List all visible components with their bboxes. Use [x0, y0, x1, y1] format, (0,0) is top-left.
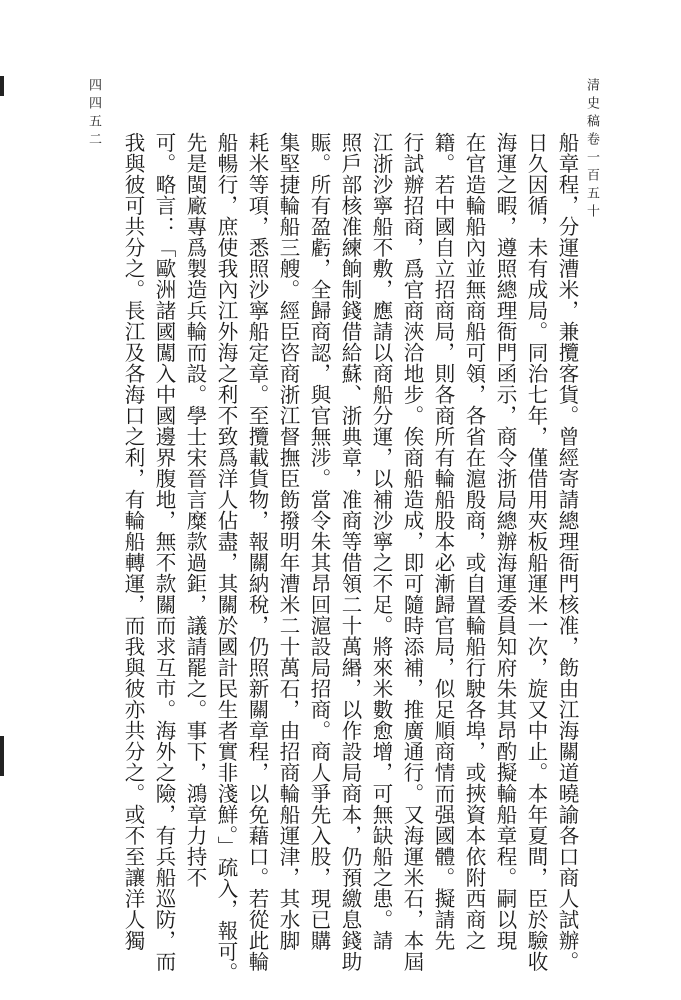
text-column-4: 在官造輪船內並無商船可領，各省在滬殷商，或自置輪船行駛各埠，或挾資本依附西商之: [462, 132, 486, 951]
text-column-1: 船章程，分運漕米，兼攬客貨。曾經寄請總理衙門核准，飭由江海關道曉諭各口商人試辦。: [555, 132, 579, 972]
text-column-14: 可。略言：「歐洲諸國闖入中國邊界腹地，無不款關而求互市。海外之險，有兵船巡防，而: [152, 132, 176, 972]
text-column-9: 賑。所有盈虧，全歸商認，與官無涉。當令朱其昂回滬設局招商。商人爭先入股，現已購: [307, 132, 331, 951]
text-column-13: 先是閩廠專爲製造兵輪而設。學士宋晉言糜款過鉅，議請罷之。事下，鴻章力持不: [183, 132, 207, 888]
page-number: 四四五二: [86, 78, 101, 150]
text-column-8: 照戶部核准練餉制錢借給蘇、浙典章，准商等借領二十萬緡，以作設局商本，仍預繳息錢助: [338, 132, 362, 972]
text-column-11: 耗米等項，悉照沙寧船定章。至攬載貨物，報關納稅，仍照新關章程，以免藉口。若從此輪: [245, 132, 269, 972]
running-header-title: 清史稿卷一百五十: [584, 78, 599, 222]
text-column-6: 行試辦招商，爲官商浹洽地步。俟商船造成，即可隨時添補，推廣通行。又海運米石，本屆: [400, 132, 424, 972]
text-column-2: 日久因循，未有成局。同治七年，僅借用夾板船運米一次，旋又中止。本年夏間，臣於驗收: [524, 132, 548, 972]
page-edge-mark-top: [0, 76, 4, 96]
text-column-3: 海運之暇，遵照總理衙門函示，商令浙局總辦海運委員知府朱其昂酌擬輪船章程。嗣以現: [493, 132, 517, 951]
text-column-7: 江浙沙寧船不敷，應請以商船分運，以補沙寧之不足。將來米數愈增，可無缺船之患。請: [369, 132, 393, 951]
text-column-12: 船暢行，庶使我內江外海之利不致爲洋人佔盡，其關於國計民生者實非淺鮮。」疏入，報可。: [214, 132, 238, 983]
text-column-5: 籍。若中國自立招商局，則各商所有輪船股本必漸歸官局，似足順商情而强國體。擬請先: [431, 132, 455, 951]
page-edge-mark-bottom: [0, 736, 4, 776]
body-text: [90, 132, 582, 983]
text-column-10: 集堅捷輪船三艘。經臣咨商浙江督撫臣飭撥明年漕米二十萬石，由招商輪船運津，其水脚: [276, 132, 300, 951]
text-column-15: 我與彼可共分之。長江及各海口之利，有輪船轉運，而我與彼亦共分之。或不至讓洋人獨: [121, 132, 145, 951]
